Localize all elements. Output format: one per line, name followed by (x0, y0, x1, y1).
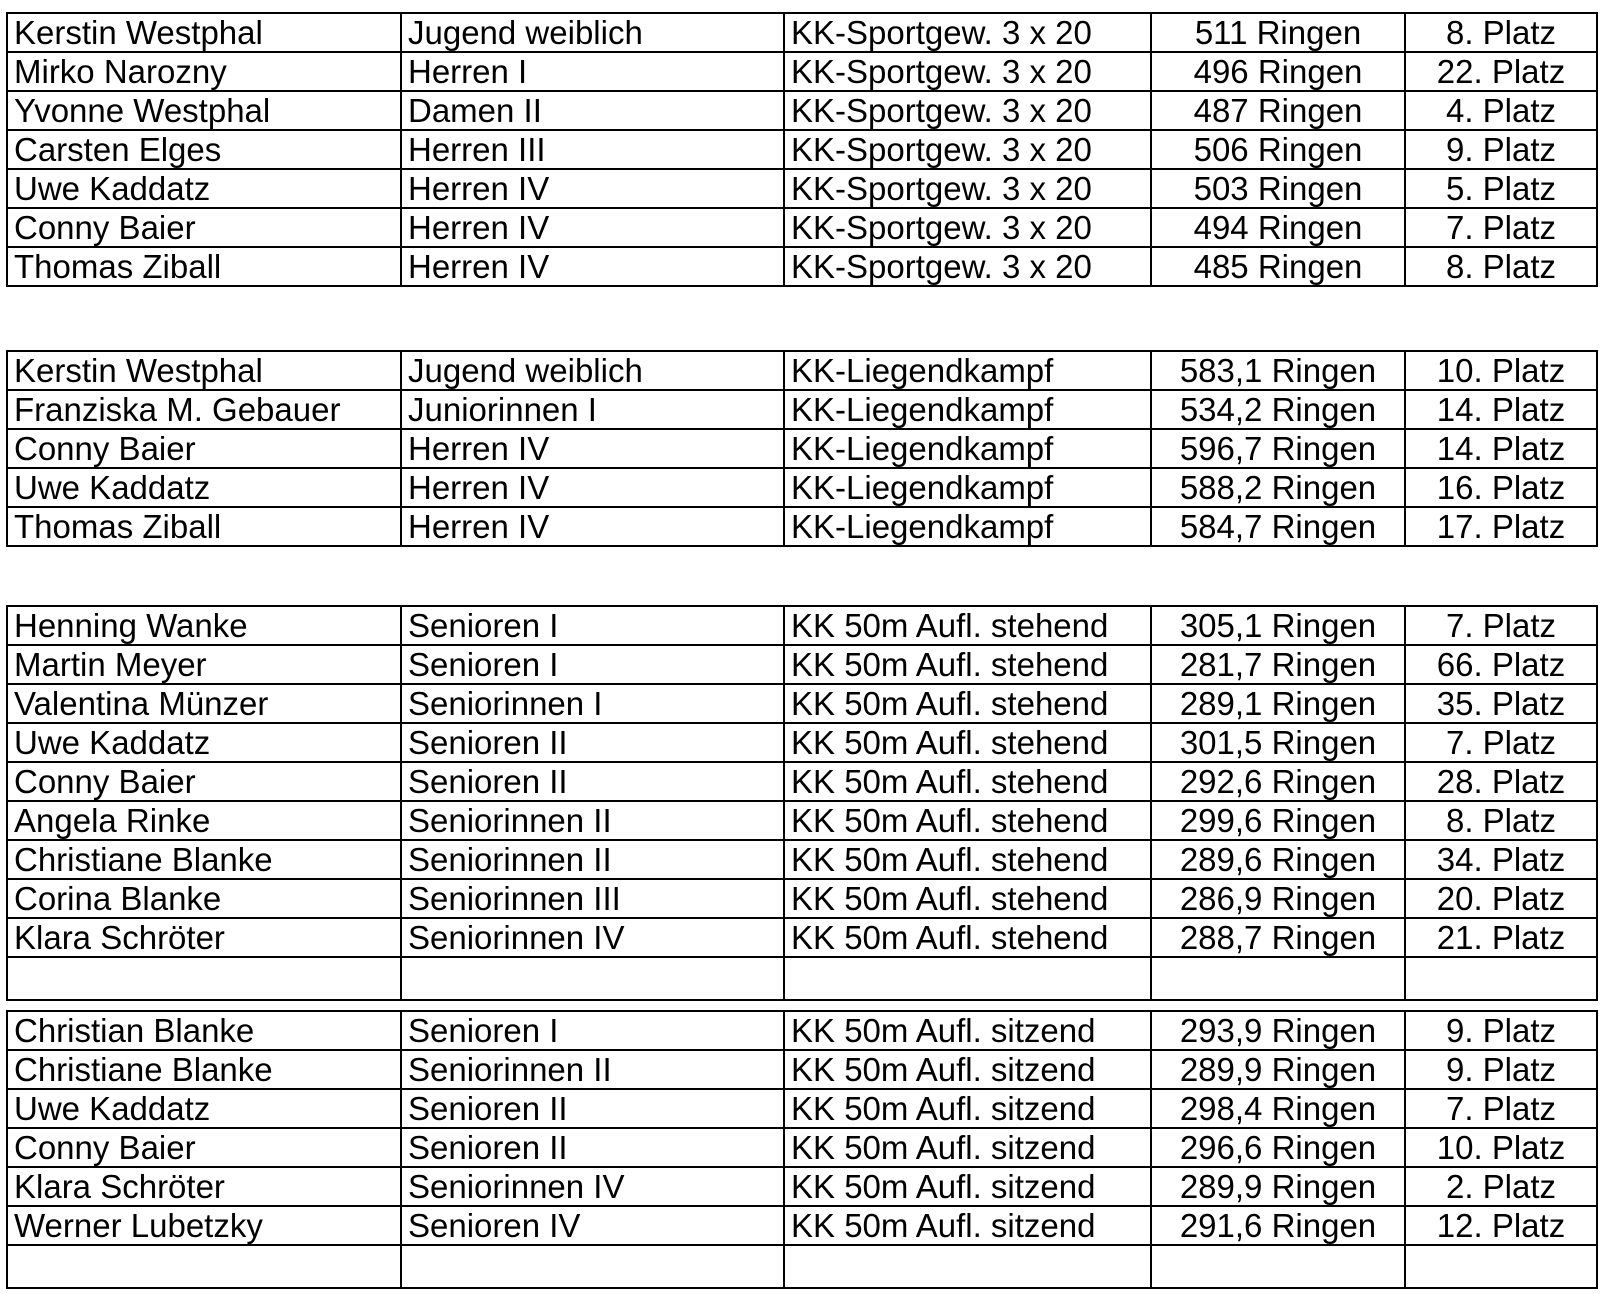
age-class-cell: Seniorinnen IV (401, 918, 784, 957)
placement-cell: 17. Platz (1405, 507, 1597, 546)
table-row (7, 762, 1597, 801)
athlete-name-cell: Uwe Kaddatz (7, 1089, 401, 1128)
discipline-cell: KK 50m Aufl. stehend (784, 606, 1151, 645)
athlete-name-cell: Yvonne Westphal (7, 91, 401, 130)
score-cell: 288,7 Ringen (1151, 918, 1405, 957)
placement-cell: 7. Platz (1405, 723, 1597, 762)
age-class-cell: Herren IV (401, 468, 784, 507)
age-class-cell (401, 957, 784, 1000)
placement-cell: 21. Platz (1405, 918, 1597, 957)
athlete-name-cell (7, 957, 401, 1000)
age-class-cell: Herren IV (401, 169, 784, 208)
score-cell: 584,7 Ringen (1151, 507, 1405, 546)
athlete-name-cell: Franziska M. Gebauer (7, 390, 401, 429)
age-class-cell: Senioren I (401, 1011, 784, 1050)
table-row (7, 1128, 1597, 1167)
athlete-name-cell: Kerstin Westphal (7, 351, 401, 390)
score-cell: 292,6 Ringen (1151, 762, 1405, 801)
discipline-cell (784, 1245, 1151, 1288)
athlete-name-cell: Conny Baier (7, 429, 401, 468)
placement-cell: 14. Platz (1405, 429, 1597, 468)
score-cell: 596,7 Ringen (1151, 429, 1405, 468)
discipline-cell: KK-Liegendkampf (784, 351, 1151, 390)
placement-cell: 12. Platz (1405, 1206, 1597, 1245)
table-row (7, 429, 1597, 468)
score-cell: 494 Ringen (1151, 208, 1405, 247)
discipline-cell: KK 50m Aufl. sitzend (784, 1050, 1151, 1089)
score-cell (1151, 957, 1405, 1000)
athlete-name-cell: Klara Schröter (7, 918, 401, 957)
score-cell: 293,9 Ringen (1151, 1011, 1405, 1050)
discipline-cell: KK-Sportgew. 3 x 20 (784, 208, 1151, 247)
score-cell: 534,2 Ringen (1151, 390, 1405, 429)
age-class-cell: Jugend weiblich (401, 13, 784, 52)
age-class-cell: Senioren II (401, 723, 784, 762)
score-cell: 299,6 Ringen (1151, 801, 1405, 840)
athlete-name-cell: Henning Wanke (7, 606, 401, 645)
placement-cell: 4. Platz (1405, 91, 1597, 130)
age-class-cell: Senioren I (401, 606, 784, 645)
table-row (7, 1167, 1597, 1206)
age-class-cell: Herren IV (401, 208, 784, 247)
athlete-name-cell: Kerstin Westphal (7, 13, 401, 52)
age-class-cell: Senioren II (401, 762, 784, 801)
table-row (7, 840, 1597, 879)
table-row (7, 390, 1597, 429)
placement-cell: 9. Platz (1405, 130, 1597, 169)
discipline-cell: KK 50m Aufl. stehend (784, 840, 1151, 879)
table-row (7, 507, 1597, 546)
age-class-cell: Senioren I (401, 645, 784, 684)
score-cell: 485 Ringen (1151, 247, 1405, 286)
score-cell: 583,1 Ringen (1151, 351, 1405, 390)
age-class-cell: Herren III (401, 130, 784, 169)
age-class-cell: Herren IV (401, 507, 784, 546)
results-table-liegendkampf (6, 350, 1598, 547)
score-cell: 281,7 Ringen (1151, 645, 1405, 684)
placement-cell: 7. Platz (1405, 1089, 1597, 1128)
table-row (7, 684, 1597, 723)
score-cell: 503 Ringen (1151, 169, 1405, 208)
placement-cell: 8. Platz (1405, 13, 1597, 52)
athlete-name-cell: Uwe Kaddatz (7, 468, 401, 507)
score-cell: 506 Ringen (1151, 130, 1405, 169)
discipline-cell: KK 50m Aufl. sitzend (784, 1206, 1151, 1245)
placement-cell: 7. Platz (1405, 606, 1597, 645)
age-class-cell: Seniorinnen IV (401, 1167, 784, 1206)
placement-cell: 2. Platz (1405, 1167, 1597, 1206)
discipline-cell: KK-Liegendkampf (784, 507, 1151, 546)
athlete-name-cell: Christian Blanke (7, 1011, 401, 1050)
athlete-name-cell: Corina Blanke (7, 879, 401, 918)
placement-cell: 28. Platz (1405, 762, 1597, 801)
results-table-aufl-stehend (6, 605, 1598, 1001)
discipline-cell: KK 50m Aufl. sitzend (784, 1011, 1151, 1050)
score-cell: 289,1 Ringen (1151, 684, 1405, 723)
table-row (7, 1206, 1597, 1245)
age-class-cell: Herren I (401, 52, 784, 91)
score-cell: 289,9 Ringen (1151, 1167, 1405, 1206)
athlete-name-cell: Thomas Ziball (7, 507, 401, 546)
athlete-name-cell: Conny Baier (7, 762, 401, 801)
score-cell: 298,4 Ringen (1151, 1089, 1405, 1128)
discipline-cell: KK 50m Aufl. stehend (784, 801, 1151, 840)
score-cell: 588,2 Ringen (1151, 468, 1405, 507)
placement-cell: 34. Platz (1405, 840, 1597, 879)
score-cell: 487 Ringen (1151, 91, 1405, 130)
athlete-name-cell: Uwe Kaddatz (7, 169, 401, 208)
athlete-name-cell: Klara Schröter (7, 1167, 401, 1206)
athlete-name-cell: Uwe Kaddatz (7, 723, 401, 762)
age-class-cell: Herren IV (401, 429, 784, 468)
age-class-cell: Jugend weiblich (401, 351, 784, 390)
table-row (7, 918, 1597, 957)
discipline-cell: KK-Sportgew. 3 x 20 (784, 247, 1151, 286)
age-class-cell: Seniorinnen II (401, 801, 784, 840)
score-cell: 511 Ringen (1151, 13, 1405, 52)
score-cell (1151, 1245, 1405, 1288)
discipline-cell: KK 50m Aufl. stehend (784, 723, 1151, 762)
athlete-name-cell: Angela Rinke (7, 801, 401, 840)
results-table-aufl-sitzend (6, 1010, 1598, 1289)
placement-cell: 16. Platz (1405, 468, 1597, 507)
discipline-cell: KK-Sportgew. 3 x 20 (784, 13, 1151, 52)
placement-cell: 9. Platz (1405, 1011, 1597, 1050)
athlete-name-cell: Werner Lubetzky (7, 1206, 401, 1245)
discipline-cell: KK 50m Aufl. sitzend (784, 1167, 1151, 1206)
table-row (7, 351, 1597, 390)
athlete-name-cell: Conny Baier (7, 208, 401, 247)
table-row (7, 91, 1597, 130)
table-row (7, 208, 1597, 247)
placement-cell (1405, 957, 1597, 1000)
placement-cell: 20. Platz (1405, 879, 1597, 918)
athlete-name-cell: Christiane Blanke (7, 840, 401, 879)
table-row (7, 957, 1597, 1000)
score-cell: 291,6 Ringen (1151, 1206, 1405, 1245)
discipline-cell: KK 50m Aufl. stehend (784, 879, 1151, 918)
table-row (7, 723, 1597, 762)
table-row (7, 1089, 1597, 1128)
discipline-cell: KK 50m Aufl. sitzend (784, 1128, 1151, 1167)
placement-cell: 66. Platz (1405, 645, 1597, 684)
placement-cell: 10. Platz (1405, 351, 1597, 390)
discipline-cell: KK-Liegendkampf (784, 390, 1151, 429)
age-class-cell: Seniorinnen II (401, 1050, 784, 1089)
athlete-name-cell: Christiane Blanke (7, 1050, 401, 1089)
table-row (7, 1050, 1597, 1089)
athlete-name-cell: Mirko Narozny (7, 52, 401, 91)
score-cell: 286,9 Ringen (1151, 879, 1405, 918)
table-row (7, 247, 1597, 286)
score-cell: 496 Ringen (1151, 52, 1405, 91)
placement-cell: 7. Platz (1405, 208, 1597, 247)
age-class-cell: Seniorinnen II (401, 840, 784, 879)
discipline-cell: KK-Sportgew. 3 x 20 (784, 91, 1151, 130)
table-row (7, 130, 1597, 169)
athlete-name-cell (7, 1245, 401, 1288)
discipline-cell: KK-Liegendkampf (784, 468, 1151, 507)
athlete-name-cell: Conny Baier (7, 1128, 401, 1167)
table-row (7, 1245, 1597, 1288)
score-cell: 289,9 Ringen (1151, 1050, 1405, 1089)
placement-cell: 35. Platz (1405, 684, 1597, 723)
age-class-cell: Seniorinnen III (401, 879, 784, 918)
age-class-cell: Juniorinnen I (401, 390, 784, 429)
athlete-name-cell: Valentina Münzer (7, 684, 401, 723)
discipline-cell (784, 957, 1151, 1000)
discipline-cell: KK 50m Aufl. stehend (784, 762, 1151, 801)
table-row (7, 13, 1597, 52)
placement-cell: 8. Platz (1405, 247, 1597, 286)
placement-cell: 5. Platz (1405, 169, 1597, 208)
discipline-cell: KK 50m Aufl. stehend (784, 918, 1151, 957)
athlete-name-cell: Thomas Ziball (7, 247, 401, 286)
age-class-cell: Herren IV (401, 247, 784, 286)
results-table-sportgewehr (6, 12, 1598, 287)
table-row (7, 801, 1597, 840)
discipline-cell: KK 50m Aufl. stehend (784, 645, 1151, 684)
discipline-cell: KK 50m Aufl. stehend (784, 684, 1151, 723)
discipline-cell: KK-Liegendkampf (784, 429, 1151, 468)
age-class-cell: Senioren II (401, 1089, 784, 1128)
table-row (7, 1011, 1597, 1050)
score-cell: 305,1 Ringen (1151, 606, 1405, 645)
placement-cell: 10. Platz (1405, 1128, 1597, 1167)
age-class-cell (401, 1245, 784, 1288)
placement-cell: 9. Platz (1405, 1050, 1597, 1089)
athlete-name-cell: Carsten Elges (7, 130, 401, 169)
discipline-cell: KK 50m Aufl. sitzend (784, 1089, 1151, 1128)
table-row (7, 52, 1597, 91)
athlete-name-cell: Martin Meyer (7, 645, 401, 684)
score-cell: 289,6 Ringen (1151, 840, 1405, 879)
score-cell: 296,6 Ringen (1151, 1128, 1405, 1167)
discipline-cell: KK-Sportgew. 3 x 20 (784, 130, 1151, 169)
table-row (7, 169, 1597, 208)
age-class-cell: Senioren IV (401, 1206, 784, 1245)
placement-cell (1405, 1245, 1597, 1288)
table-row (7, 606, 1597, 645)
placement-cell: 22. Platz (1405, 52, 1597, 91)
placement-cell: 14. Platz (1405, 390, 1597, 429)
table-row (7, 645, 1597, 684)
table-row (7, 879, 1597, 918)
discipline-cell: KK-Sportgew. 3 x 20 (784, 169, 1151, 208)
score-cell: 301,5 Ringen (1151, 723, 1405, 762)
discipline-cell: KK-Sportgew. 3 x 20 (784, 52, 1151, 91)
table-row (7, 468, 1597, 507)
age-class-cell: Senioren II (401, 1128, 784, 1167)
placement-cell: 8. Platz (1405, 801, 1597, 840)
age-class-cell: Damen II (401, 91, 784, 130)
age-class-cell: Seniorinnen I (401, 684, 784, 723)
